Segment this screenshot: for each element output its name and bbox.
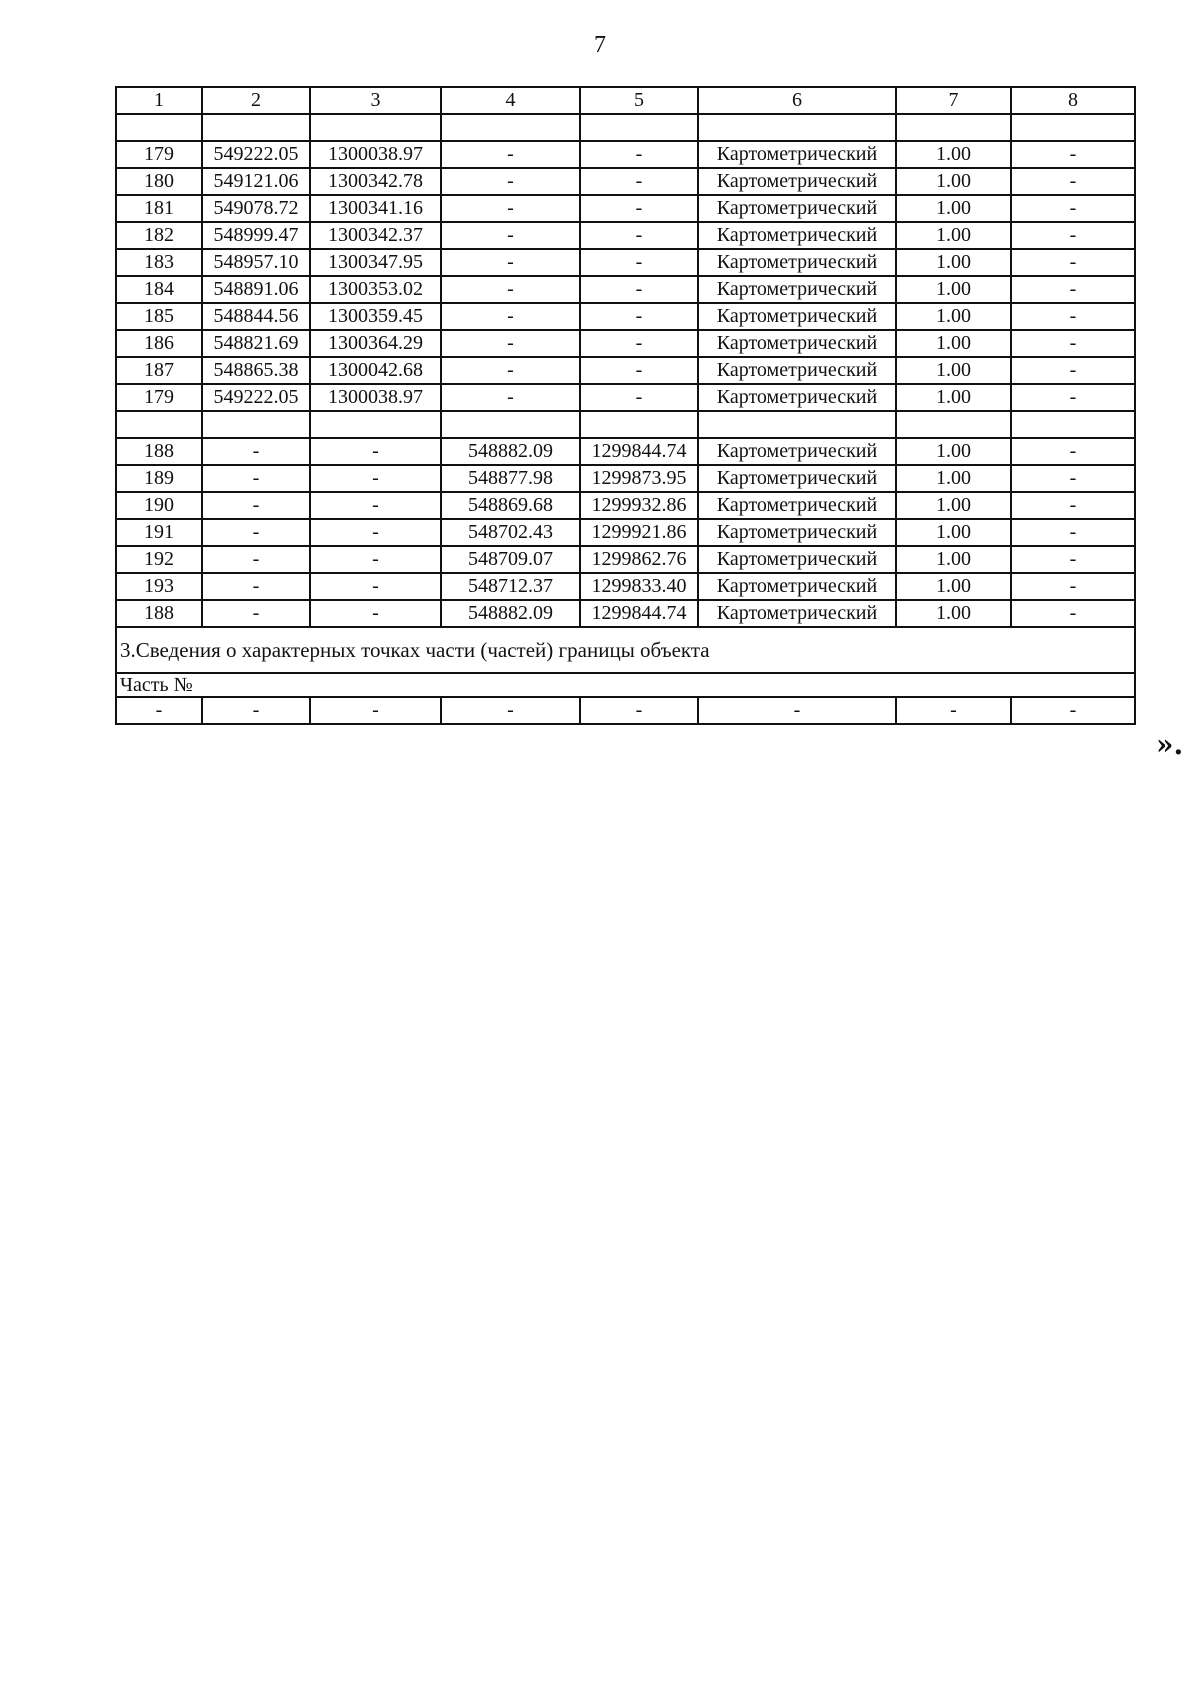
table-cell: 1300038.97 bbox=[310, 141, 441, 168]
table-cell: 183 bbox=[116, 249, 202, 276]
table-cell: Картометрический bbox=[698, 492, 896, 519]
table-cell: 5 bbox=[580, 87, 698, 114]
table-cell: - bbox=[441, 249, 580, 276]
empty-cell bbox=[441, 411, 580, 438]
empty-cell bbox=[1011, 411, 1135, 438]
table-cell: Картометрический bbox=[698, 600, 896, 627]
table-cell: - bbox=[310, 573, 441, 600]
table-cell: - bbox=[580, 195, 698, 222]
table-cell: 548882.09 bbox=[441, 438, 580, 465]
table-cell: - bbox=[310, 438, 441, 465]
empty-row bbox=[116, 114, 1135, 141]
table-row bbox=[116, 697, 1135, 724]
table-cell: 189 bbox=[116, 465, 202, 492]
table-cell: 1.00 bbox=[896, 384, 1011, 411]
table-cell: 548865.38 bbox=[202, 357, 310, 384]
table-cell: 548957.10 bbox=[202, 249, 310, 276]
empty-cell bbox=[580, 114, 698, 141]
table-row bbox=[116, 492, 1135, 519]
table-cell: 190 bbox=[116, 492, 202, 519]
table-cell: - bbox=[1011, 600, 1135, 627]
table-cell: 188 bbox=[116, 600, 202, 627]
table-cell: - bbox=[1011, 573, 1135, 600]
table-cell: - bbox=[310, 600, 441, 627]
table-cell: - bbox=[202, 492, 310, 519]
part-label-text: Часть № bbox=[116, 673, 1135, 697]
table-cell: 1.00 bbox=[896, 438, 1011, 465]
table-cell: 1300342.78 bbox=[310, 168, 441, 195]
empty-cell bbox=[202, 411, 310, 438]
table-cell: 1.00 bbox=[896, 276, 1011, 303]
table-cell: 1 bbox=[116, 87, 202, 114]
table-cell: - bbox=[1011, 303, 1135, 330]
table-cell: 1.00 bbox=[896, 492, 1011, 519]
table-cell: Картометрический bbox=[698, 168, 896, 195]
table-cell: 179 bbox=[116, 384, 202, 411]
table-cell: - bbox=[441, 303, 580, 330]
table-cell: - bbox=[896, 697, 1011, 724]
table-cell: - bbox=[580, 168, 698, 195]
table-cell: Картометрический bbox=[698, 276, 896, 303]
table-cell: 548891.06 bbox=[202, 276, 310, 303]
table-cell: - bbox=[441, 384, 580, 411]
coordinates-table bbox=[115, 86, 1136, 725]
table-cell: - bbox=[441, 357, 580, 384]
table-cell: 8 bbox=[1011, 87, 1135, 114]
table-row bbox=[116, 546, 1135, 573]
table-cell: - bbox=[202, 546, 310, 573]
table-cell: - bbox=[580, 384, 698, 411]
table-cell: 193 bbox=[116, 573, 202, 600]
table-cell: - bbox=[441, 330, 580, 357]
table-cell: - bbox=[310, 519, 441, 546]
table-row bbox=[116, 222, 1135, 249]
table-row bbox=[116, 249, 1135, 276]
table-cell: 1.00 bbox=[896, 573, 1011, 600]
table-cell: 1299932.86 bbox=[580, 492, 698, 519]
table-cell: - bbox=[1011, 492, 1135, 519]
table-cell: - bbox=[1011, 697, 1135, 724]
table-cell: 1.00 bbox=[896, 303, 1011, 330]
empty-cell bbox=[896, 411, 1011, 438]
table-cell: 1300038.97 bbox=[310, 384, 441, 411]
table-cell: - bbox=[1011, 276, 1135, 303]
table-cell: 1.00 bbox=[896, 519, 1011, 546]
table-row bbox=[116, 384, 1135, 411]
part-label bbox=[116, 673, 1135, 697]
empty-cell bbox=[698, 114, 896, 141]
table-cell: - bbox=[310, 546, 441, 573]
table-cell: - bbox=[202, 573, 310, 600]
table-cell: 549078.72 bbox=[202, 195, 310, 222]
table-cell: 548877.98 bbox=[441, 465, 580, 492]
table-cell: 7 bbox=[896, 87, 1011, 114]
table-cell: - bbox=[580, 303, 698, 330]
table-cell: - bbox=[202, 600, 310, 627]
table-cell: 4 bbox=[441, 87, 580, 114]
table-cell: 1.00 bbox=[896, 249, 1011, 276]
table-cell: - bbox=[1011, 330, 1135, 357]
empty-cell bbox=[441, 114, 580, 141]
table-cell: - bbox=[1011, 249, 1135, 276]
table-cell: 180 bbox=[116, 168, 202, 195]
table-cell: 1300364.29 bbox=[310, 330, 441, 357]
table-cell: 548709.07 bbox=[441, 546, 580, 573]
table-cell: 548882.09 bbox=[441, 600, 580, 627]
table-cell: - bbox=[1011, 195, 1135, 222]
table-cell: - bbox=[1011, 519, 1135, 546]
table-cell: - bbox=[202, 697, 310, 724]
table-cell: 191 bbox=[116, 519, 202, 546]
empty-cell bbox=[896, 114, 1011, 141]
table-cell: - bbox=[580, 276, 698, 303]
empty-cell bbox=[202, 114, 310, 141]
table-cell: Картометрический bbox=[698, 384, 896, 411]
table-cell: 192 bbox=[116, 546, 202, 573]
table-row bbox=[116, 276, 1135, 303]
table-cell: 1299844.74 bbox=[580, 438, 698, 465]
table-row bbox=[116, 168, 1135, 195]
table-cell: - bbox=[1011, 465, 1135, 492]
table-cell: 549222.05 bbox=[202, 141, 310, 168]
table-cell: - bbox=[698, 697, 896, 724]
table-cell: - bbox=[441, 195, 580, 222]
table-cell: - bbox=[1011, 222, 1135, 249]
section-title-text: 3.Сведения о характерных точках части (частей) границы объекта bbox=[116, 627, 1135, 673]
table-cell: 1300347.95 bbox=[310, 249, 441, 276]
section-title bbox=[116, 627, 1135, 673]
table-cell: 1300359.45 bbox=[310, 303, 441, 330]
table-cell: 1299833.40 bbox=[580, 573, 698, 600]
table-cell: 1300341.16 bbox=[310, 195, 441, 222]
table-row bbox=[116, 195, 1135, 222]
table-cell: 181 bbox=[116, 195, 202, 222]
table-cell: 548821.69 bbox=[202, 330, 310, 357]
table-row bbox=[116, 600, 1135, 627]
table-cell: 548999.47 bbox=[202, 222, 310, 249]
page-number: 7 bbox=[594, 32, 606, 58]
empty-cell bbox=[698, 411, 896, 438]
table-cell: 3 bbox=[310, 87, 441, 114]
empty-cell bbox=[580, 411, 698, 438]
table-cell: - bbox=[1011, 546, 1135, 573]
table-cell: 1299844.74 bbox=[580, 600, 698, 627]
table-cell: Картометрический bbox=[698, 357, 896, 384]
table-cell: 1.00 bbox=[896, 465, 1011, 492]
table-cell: - bbox=[580, 330, 698, 357]
table-cell: Картометрический bbox=[698, 303, 896, 330]
table-row bbox=[116, 141, 1135, 168]
table-row bbox=[116, 330, 1135, 357]
table-row bbox=[116, 357, 1135, 384]
table-cell: - bbox=[441, 276, 580, 303]
table-cell: - bbox=[202, 465, 310, 492]
table-cell: 1.00 bbox=[896, 168, 1011, 195]
table-cell: - bbox=[580, 249, 698, 276]
table-cell: 1299921.86 bbox=[580, 519, 698, 546]
table-cell: 1.00 bbox=[896, 600, 1011, 627]
table-cell: 1.00 bbox=[896, 546, 1011, 573]
empty-cell bbox=[1011, 114, 1135, 141]
table-cell: - bbox=[441, 222, 580, 249]
table-cell: 1300353.02 bbox=[310, 276, 441, 303]
table-cell: 1.00 bbox=[896, 330, 1011, 357]
table-cell: 179 bbox=[116, 141, 202, 168]
table-cell: Картометрический bbox=[698, 222, 896, 249]
table-cell: 548702.43 bbox=[441, 519, 580, 546]
table-cell: - bbox=[580, 697, 698, 724]
table-cell: - bbox=[441, 697, 580, 724]
table-cell: - bbox=[1011, 357, 1135, 384]
table-row bbox=[116, 519, 1135, 546]
table-cell: - bbox=[1011, 384, 1135, 411]
table-cell: - bbox=[1011, 168, 1135, 195]
table-cell: - bbox=[202, 519, 310, 546]
empty-cell bbox=[310, 411, 441, 438]
empty-cell bbox=[116, 114, 202, 141]
table-cell: 2 bbox=[202, 87, 310, 114]
table-cell: 548712.37 bbox=[441, 573, 580, 600]
table-row bbox=[116, 465, 1135, 492]
table-cell: 1299862.76 bbox=[580, 546, 698, 573]
table-cell: Картометрический bbox=[698, 546, 896, 573]
table-cell: 548844.56 bbox=[202, 303, 310, 330]
closing-quote-mark: ». bbox=[1156, 728, 1184, 761]
table-cell: - bbox=[202, 438, 310, 465]
table-row bbox=[116, 303, 1135, 330]
table-row bbox=[116, 438, 1135, 465]
table-cell: 1.00 bbox=[896, 141, 1011, 168]
table-cell: Картометрический bbox=[698, 438, 896, 465]
table-cell: - bbox=[310, 697, 441, 724]
table-cell: - bbox=[310, 465, 441, 492]
empty-cell bbox=[116, 411, 202, 438]
table-cell: - bbox=[441, 141, 580, 168]
table-cell: 1300342.37 bbox=[310, 222, 441, 249]
table-cell: - bbox=[1011, 438, 1135, 465]
table-row bbox=[116, 573, 1135, 600]
table-cell: 548869.68 bbox=[441, 492, 580, 519]
table-cell: Картометрический bbox=[698, 249, 896, 276]
table-cell: 6 bbox=[698, 87, 896, 114]
table-cell: - bbox=[580, 141, 698, 168]
table-cell: - bbox=[580, 357, 698, 384]
empty-row bbox=[116, 411, 1135, 438]
table-cell: Картометрический bbox=[698, 330, 896, 357]
table-cell: 1299873.95 bbox=[580, 465, 698, 492]
table-cell: 187 bbox=[116, 357, 202, 384]
table-cell: 186 bbox=[116, 330, 202, 357]
table-cell: - bbox=[441, 168, 580, 195]
table-cell: Картометрический bbox=[698, 519, 896, 546]
table-cell: Картометрический bbox=[698, 195, 896, 222]
table-cell: 549222.05 bbox=[202, 384, 310, 411]
table-cell: - bbox=[580, 222, 698, 249]
table-cell: 1.00 bbox=[896, 195, 1011, 222]
table-cell: 1.00 bbox=[896, 222, 1011, 249]
table-cell: 549121.06 bbox=[202, 168, 310, 195]
table-cell: - bbox=[116, 697, 202, 724]
table-cell: 184 bbox=[116, 276, 202, 303]
table-cell: - bbox=[310, 492, 441, 519]
table-cell: 1.00 bbox=[896, 357, 1011, 384]
empty-cell bbox=[310, 114, 441, 141]
table-cell: Картометрический bbox=[698, 573, 896, 600]
table-cell: 182 bbox=[116, 222, 202, 249]
table-cell: 188 bbox=[116, 438, 202, 465]
table-cell: Картометрический bbox=[698, 141, 896, 168]
header-row bbox=[116, 87, 1135, 114]
table-cell: 185 bbox=[116, 303, 202, 330]
table-cell: Картометрический bbox=[698, 465, 896, 492]
table-cell: 1300042.68 bbox=[310, 357, 441, 384]
table-cell: - bbox=[1011, 141, 1135, 168]
coordinates-table-body bbox=[116, 87, 1135, 724]
